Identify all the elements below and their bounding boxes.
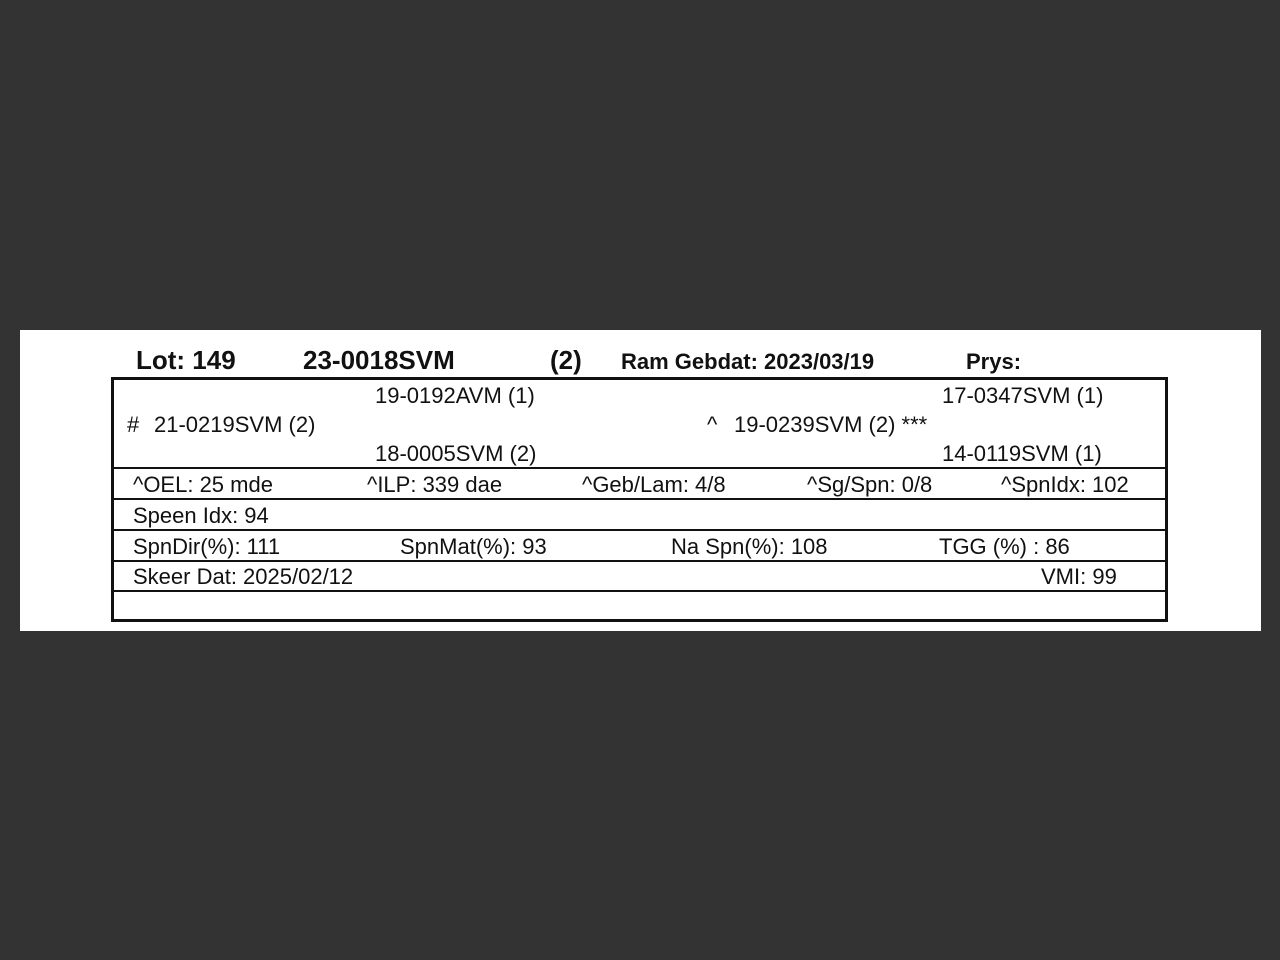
animal-id: 23-0018SVM bbox=[303, 345, 455, 375]
sire-dam: 18-0005SVM (2) bbox=[375, 441, 537, 466]
dam-sire: 17-0347SVM (1) bbox=[942, 383, 1104, 408]
oel-value: ^OEL: 25 mde bbox=[133, 472, 273, 497]
skeer-dat-value: Skeer Dat: 2025/02/12 bbox=[133, 564, 354, 589]
sg-spn-value: ^Sg/Spn: 0/8 bbox=[807, 472, 933, 497]
ram-birth-date: Ram Gebdat: 2023/03/19 bbox=[621, 349, 875, 374]
dam: 19-0239SVM (2) *** bbox=[734, 412, 928, 437]
spndir-value: SpnDir(%): 111 bbox=[133, 534, 281, 559]
dam-marker: ^ bbox=[707, 412, 718, 437]
tgg-value: TGG (%) : 86 bbox=[939, 534, 1070, 559]
divider bbox=[114, 560, 1165, 562]
spnmat-value: SpnMat(%): 93 bbox=[400, 534, 547, 559]
sire-marker: # bbox=[127, 412, 140, 437]
animal-count: (2) bbox=[550, 345, 582, 375]
speen-idx-value: Speen Idx: 94 bbox=[133, 503, 269, 528]
dam-dam: 14-0119SVM (1) bbox=[942, 441, 1102, 466]
lot-number: Lot: 149 bbox=[136, 345, 236, 375]
geb-lam-value: ^Geb/Lam: 4/8 bbox=[582, 472, 726, 497]
ilp-value: ^ILP: 339 dae bbox=[367, 472, 503, 497]
na-spn-value: Na Spn(%): 108 bbox=[671, 534, 828, 559]
divider bbox=[114, 529, 1165, 531]
empty-row bbox=[114, 592, 1165, 619]
price-label: Prys: bbox=[966, 349, 1022, 374]
divider bbox=[114, 498, 1165, 500]
vmi-value: VMI: 99 bbox=[1041, 564, 1117, 589]
details-table bbox=[111, 377, 1168, 622]
divider bbox=[114, 467, 1165, 469]
spnidx-value: ^SpnIdx: 102 bbox=[1001, 472, 1129, 497]
sire: 21-0219SVM (2) bbox=[154, 412, 316, 437]
lot-card bbox=[20, 330, 1261, 631]
sire-sire: 19-0192AVM (1) bbox=[375, 383, 535, 408]
